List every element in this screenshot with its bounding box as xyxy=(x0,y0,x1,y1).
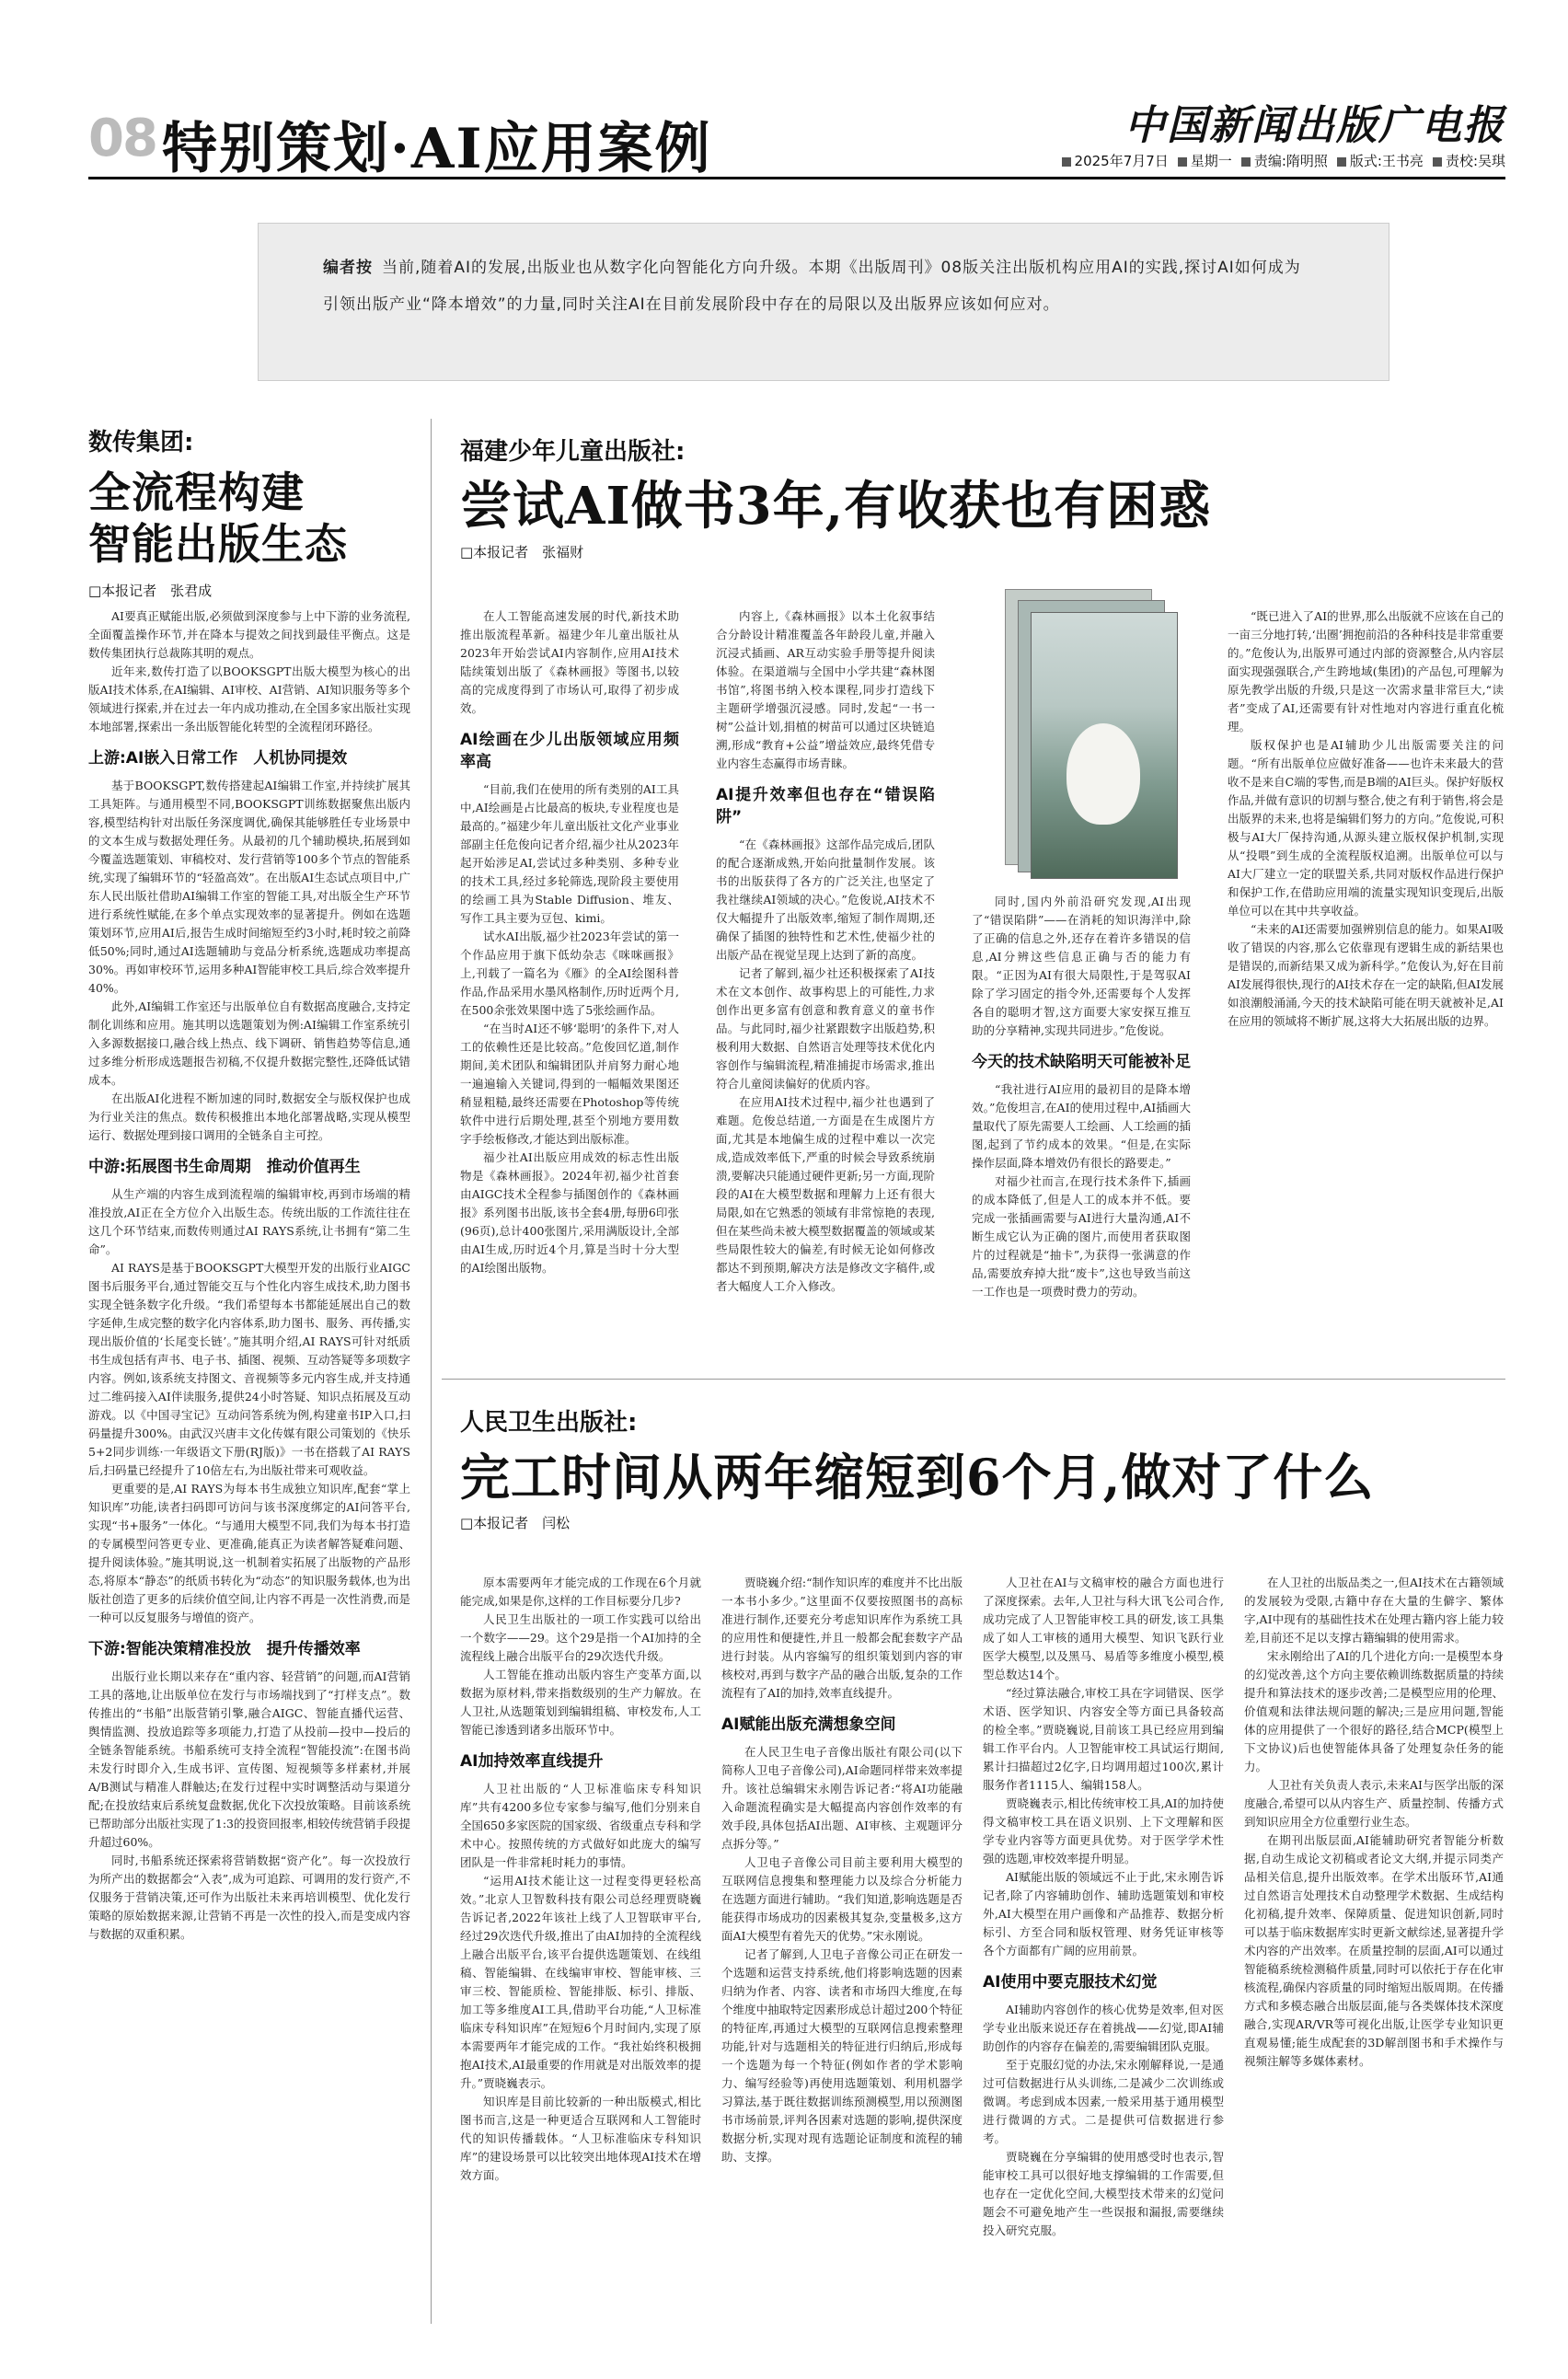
masthead-rule xyxy=(88,177,1505,179)
article2-byline: □本报记者 张福财 xyxy=(460,544,584,560)
article1-subhead: 下游:智能决策精准投放 提升传播效率 xyxy=(88,1640,361,1658)
section-title: 特别策划·AI应用案例 xyxy=(162,117,712,181)
issue-meta xyxy=(1062,151,1505,170)
article1-header xyxy=(88,423,429,600)
square-bullet-icon xyxy=(1433,157,1442,167)
article1-headline: 全流程构建 智能出版生态 xyxy=(88,468,348,569)
article3-col2: 贾晓巍介绍:“制作知识库的难度并不比出版一本书小多少。”这里面不仅要按照图书的高标准进行制作,还要充分考虑知识库作为系统工具的应用性和便捷性,并且一般都会配套数字产品进行封装。从内容编写的组织策划到内容的审核校对,再到与数字产品的融合出版,复杂的工作流程有了AI的加持,效率直线提升。 AI赋能出版充满想象空间 在人民卫生电子音像出版社有限公司(以下简称人卫电子音像公司),AI命题同样带来效率提升。该社总编辑宋永刚告诉记者:“将AI功能融入命题流程确实是大幅提高内容创作效率的有效手段,具体包括AI出题、AI审核、主观题评分点拆分等。” 人卫电子音像公司目前主要利用大模型的互联网信息搜集和整理能力以及综合分析能力在选题方面进行辅助。“我们知道,影响选题是否能获得市场成功的因素极其复杂,变量极多,这方面AI大模型有着先天的优势。”宋永刚说。 记者了解到,人卫电子音像公司正在研发一个选题和运营支持系统,他们将影响选题的因素归纳为作者、内容、读者和市场四大维度,在每个维度中抽取特定因素形成总计超过200个特征的特征库,再通过大模型的互联网信息搜索整理功能,针对与选题相关的特征进行归纳后,形成每一个选题为每一个特征(例如作者的学术影响力、编写经验等)再使用选题策划、利用机器学习算法,基于既往数据训练预测模型,用以预测图书市场前景,评判各因素对选题的影响,提供深度数据分析,实现对现有选题论证制度和流程的辅助、支撑。 xyxy=(721,1576,963,2164)
square-bullet-icon xyxy=(1178,157,1187,167)
issue-weekday: 星期一 xyxy=(1178,151,1232,170)
article3-col3: 人卫社在AI与文稿审校的融合方面也进行了深度探索。去年,人卫社与科大讯飞公司合作,成功完成了人卫智能审校工具的研发,该工具集成了如人工审核的通用大模型、知识飞跃行业医学大模型,以及黑马、易盾等多维度小模型,模型总数达14个。 “经过算法融合,审校工具在字词错误、医学术语、医学知识、内容安全等方面已具备较高的检全率。”贾晓巍说,目前该工具已经应用到编辑工作平台内。人卫智能审校工具试运行期间,累计扫描超过2亿字,日均调用超过100次,累计服务作者1115人、编辑158人。 贾晓巍表示,相比传统审校工具,AI的加持使得文稿审校工具在语义识别、上下文理解和医学专业内容等方面更具优势。对于医学学术性强的选题,审校效率提升明显。 AI赋能出版的领域远不止于此,宋永刚告诉记者,除了内容辅助创作、辅助选题策划和审校外,AI大模型在用户画像和产品推荐、数据分析标引、方至合同和版权管理、财务凭证审核等各个方面都有广阔的应用前景。 AI使用中要克服技术幻觉 AI辅助内容创作的核心优势是效率,但对医学专业出版来说还存在着挑战——幻觉,即AI辅助创作的内容存在偏差的,需要编辑团队克服。 至于克服幻觉的办法,宋永刚解释说,一是通过可信数据进行从头训练,二是减少二次训练或微调。考虑到成本因素,一般采用基于通用模型进行微调的方式。二是提供可信数据进行参考。 贾晓巍在分享编辑的使用感受时也表示,智能审校工具可以很好地支撑编辑的工作需要,但也存在一定优化空间,大模型技术带来的幻觉问题会不可避免地产生一些误报和漏报,需要继续投入研究克服。 xyxy=(983,1576,1224,2237)
article3-subhead: AI使用中要克服技术幻觉 xyxy=(983,1973,1158,1992)
article3-kicker: 人民卫生出版社: xyxy=(460,1409,638,1437)
article3-headline: 完工时间从两年缩短到6个月,做对了什么 xyxy=(460,1448,1375,1507)
masthead xyxy=(88,92,1505,181)
editor-note-label: 编者按 xyxy=(323,259,373,277)
square-bullet-icon xyxy=(1241,157,1251,167)
article3-col4: 在人卫社的出版品类之一,但AI技术在古籍领域的发展较为受限,古籍中存在大量的生僻字、繁体字,AI中现有的基础性技术在处理古籍内容上能力较差,目前还不足以支撑古籍编辑的使用需求。 宋永刚给出了AI的几个进化方向:一是模型本身的幻觉改善,这个方向主要依赖训练数据质量的持续提升和算法技术的逐步改善;二是模型应用的伦理、价值观和法律法规问题的解决;三是应用问题,智能体的应用提供了一个很好的路径,结合MCP(模型上下文协议)后也使智能体具备了处理复杂任务的能力。 人卫社有关负责人表示,未来AI与医学出版的深度融合,希望可以从内容生产、质量控制、传播方式到知识应用全方位重塑行业生态。 在期刊出版层面,AI能辅助研究者智能分析数据,自动生成论文初稿或者论文大纲,并提示同类产品相关信息,提升出版效率。在学术出版环节,AI通过自然语言处理技术自动整理学术数据、生成结构化初稿,提升效率、保障质量、促进知识创新,同时可以基于临床数据库实时更新文献综述,显著提升学术内容的产出效率。在质量控制的层面,AI可以通过智能稿系统检测稿件质量,同时可以依托于存在化审核流程,确保内容质量的同时缩短出版周期。在传播方式和多模态融合出版层面,能与各类媒体技术深度融合,实现AR/VR等可视化出版,让医学专业知识更直观易懂;能生成配套的3D解剖图书和手术操作与视频注解等多媒体素材。 xyxy=(1244,1576,1504,2068)
article2-subhead: AI绘画在少儿出版领域应用频率高 xyxy=(460,731,679,771)
article3-col1: 原本需要两年才能完成的工作现在6个月就能完成,如果是你,这样的工作目标要分几步? 人民卫生出版社的一项工作实践可以给出一个数字——29。这个29是指一个AI加持的全流程线上融合出版平台的29次迭代升级。 人工智能在推动出版内容生产变革方面,以数据为原材料,带来指数级别的生产力解放。在人卫社,从选题策划到编辑组稿、审校发布,人工智能已渗透到诸多出版环节中。 AI加持效率直线提升 人卫社出版的“人卫标准临床专科知识库”共有4200多位专家参与编写,他们分别来自全国650多家医院的国家级、省级重点专科和学术中心。按照传统的方式做好如此庞大的编写团队是一件非常耗时耗力的事情。 “运用AI技术能让这一过程变得更轻松高效。”北京人卫智数科技有限公司总经理贾晓巍告诉记者,2022年该社上线了人卫智联审平台,经过29次迭代升级,推出了由AI加持的全流程线上融合出版平台,该平台提供选题策划、在线组稿、智能编辑、在线编审审校、智能审核、三审三校、智能质检、智能排版、标引、排版、加工等多维度AI工具,借助平台功能,“人卫标准临床专科知识库”在短短6个月时间内,实现了原本需要两年才能完成的工作。“我社始终积极拥抱AI技术,AI最重要的作用就是对出版效率的提升。”贾晓巍表示。 知识库是目前比较新的一种出版模式,相比图书而言,这是一种更适合互联网和人工智能时代的知识传播载体。“人卫标准临床专科知识库”的建设场景可以比较突出地体现AI技术在增效方面。 xyxy=(460,1576,701,2182)
article1-body: AI要真正赋能出版,必须做到深度参与上中下游的业务流程,全面覆盖操作环节,并在降本与提效之间找到最佳平衡点。这是数传集团执行总裁陈其明的观点。 近年来,数传打造了以BOOKSGPT出版大模型为核心的出版AI技术体系,在AI编辑、AI审校、AI营销、AI知识服务等多个领域进行探索,并在过去一年内成功推动,在全国多家出版社实现本地部署,探索出一条出版智能化转型的全流程闭环路径。 上游:AI嵌入日常工作 人机协同提效 基于BOOKSGPT,数传搭建起AI编辑工作室,并持续扩展其工具矩阵。与通用模型不同,BOOKSGPT训练数据聚焦出版内容,模型结构针对出版任务深度调优,确保其能够胜任专业场景中的文本生成与数据处理任务。从最初的几个辅助模块,拓展到如今覆盖选题策划、审稿校对、发行营销等100多个节点的智能系统,实现了编辑环节的“轻盈高效”。在出版AI生态试点项目中,广东人民出版社借助AI编辑工作室的智能工具,对出版全生产环节进行系统性赋能,在多个单点实现效率的显著提升。例如在选题策划环节,应用AI后,报告生成时间缩短至约3小时,耗时较之前降低50%;同时,通过AI选题辅助与竞品分析系统,选题成功率提高30%。再如审校环节,运用多种AI智能审校工具后,综合效率提升40%。 此外,AI编辑工作室还与出版单位自有数据高度融合,支持定制化训练和应用。施其明以选题策划为例:AI编辑工作室系统引入多源数据接口,融合线上热点、线下调研、销售趋势等信息,通过多维分析形成选题报告初稿,不仅提升数据完整性,还降低试错成本。 在出版AI化进程不断加速的同时,数据安全与版权保护也成为行业关注的焦点。数传积极推出本地化部署战略,实现从模型运行、数据处理到接口调用的全链条自主可控。 中游:拓展图书生命周期 推动价值再生 从生产端的内容生成到流程端的编辑审校,再到市场端的精准投放,AI正在全方位介入出版生态。传统出版的工作流往往在这几个环节结束,而数传则通过AI RAYS系统,让书拥有“第二生命”。 AI RAYS是基于BOOKSGPT大模型开发的出版行业AIGC图书后服务平台,通过智能交互与个性化内容生成技术,助力图书实现全链条数字化升级。“我们希望每本书都能延展出自己的数字延伸,生成完整的数字化内容体系,助力图书、服务、再传播,实现出版价值的‘长尾变长链’。”施其明介绍,AI RAYS可针对纸质书生成包括有声书、电子书、插图、视频、互动答疑等多项数字内容。例如,该系统支持图文、音视频等多元内容生成,并支持通过二维码接入AI伴读服务,提供24小时答疑、知识点拓展及互动游戏。以《中国寻宝记》互动问答系统为例,构建童书IP入口,扫码量提升300%。由武汉兴唐丰文化传媒有限公司策划的《快乐5+2同步训练·一年级语文下册(RJ版)》一书在搭载了AI RAYS后,扫码量已经提升了10倍左右,为出版社带来可观收益。 更重要的是,AI RAYS为每本书生成独立知识库,配套“掌上知识库”功能,读者扫码即可访问与该书深度绑定的AI问答平台,实现“书+服务”一体化。“与通用大模型不同,我们为每本书打造的专属模型问答更专业、更准确,能真正为读者解答疑难问题、提升阅读体验。”施其明说,这一机制着实拓展了出版物的产品形态,将原本“静态”的纸质书转化为“动态”的知识服务载体,也为出版社创造了更多的后续价值空间,让内容不再是一次性消费,而是一种可以反复服务与增值的资产。 下游:智能决策精准投放 提升传播效率 出版行业长期以来存在“重内容、轻营销”的问题,而AI营销工具的落地,让出版单位在发行与市场端找到了“打样支点”。数传推出的“书船”出版营销引擎,融合AIGC、智能直播代运营、舆情监测、投放追踪等多项能力,打造了从投前—投中—投后的全链条智能系统。书船系统可支持全流程“智能投流”:在图书尚未发行时即介入,生成书评、宣传图、短视频等多样素材,并展A/B测试与精准人群触达;在发行过程中实时调整活动与渠道分配;在投放结束后系统复盘数据,优化下次投放策略。目前该系统已帮助部分出版社实现了1:3的投资回报率,相较传统营销手段提升超过60%。 同时,书船系统还探索将营销数据“资产化”。每一次投放行为所产出的数据都会“入表”,成为可追踪、可调用的发行资产,不仅服务于营销决策,还可作为出版社未来再培训模型、优化发行策略的原始数据来源,让营销不再是一次性的投入,而是变成内容与数据的双重积累。 xyxy=(88,609,410,1941)
square-bullet-icon xyxy=(1062,157,1071,167)
article-divider xyxy=(442,1379,1505,1380)
editor-note xyxy=(258,223,1389,381)
article1-byline: □本报记者 张君成 xyxy=(88,583,213,599)
issue-proof: 责校:吴琪 xyxy=(1433,151,1505,170)
duck-illustration-icon xyxy=(1066,723,1140,825)
article1-subhead: 上游:AI嵌入日常工作 人机协同提效 xyxy=(88,749,348,768)
article2-subhead: AI提升效率但也存在“错误陷阱” xyxy=(716,786,935,826)
article2-col2: 内容上,《森林画报》以本土化叙事结合分龄设计精准覆盖各年龄段儿童,并融入沉浸式插画、AR互动实验手册等提升阅读体验。在渠道端与全国中小学共建“森林图书馆”,将图书纳入校本课程,同步打造线下主题研学增强沉浸感。同时,发起“一书一树”公益计划,捐植的树苗可以通过区块链追溯,形成“教育+公益”增益效应,最终凭借专业内容生态赢得市场青睐。 AI提升效率但也存在“错误陷阱” “在《森林画报》这部作品完成后,团队的配合逐渐成熟,开始向批量制作发展。该书的出版获得了各方的广泛关注,也坚定了我社继续AI领域的决心。”危俊说,AI技术不仅大幅提升了出版效率,缩短了制作周期,还确保了插图的独特性和艺术性,使福少社的出版产品在视觉呈现上达到了新的高度。 记者了解到,福少社还积极探索了AI技术在文本创作、故事构思上的可能性,力求创作出更多富有创意和教育意义的童书作品。与此同时,福少社紧跟数字出版趋势,积极利用大数据、自然语言处理等技术优化内容创作与编辑流程,精准捕捉市场需求,推出符合儿童阅读偏好的优质内容。 在应用AI技术过程中,福少社也遇到了难题。危俊总结道,一方面是在生成图片方面,尤其是本地偏生成的过程中难以一次完成,造成效率低下,严重的时候会导致系统崩溃,要解决只能通过硬件更新;另一方面,现阶段的AI在大模型数据和理解力上还有很大局限,如在它熟悉的领域有非常惊艳的表现,但在某些尚未被大模型数据覆盖的领域或某些局限性较大的偏差,有时候无论如何修改都达不到预期,解决方法是修改文字稿件,或者大幅度人工介入修改。 xyxy=(716,609,935,1293)
article2-col3: 同时,国内外前沿研究发现,AI出现了“错误陷阱”——在消耗的知识海洋中,除了正确的信息之外,还存在着许多错误的信息,AI分辨这些信息正确与否的能力有限。“正因为AI有很大局限性,于是驾驭AI除了学习固定的指令外,还需要每个人发挥各自的聪明才智,这方面要大家安探互推互助的分享精神,实现共同进步。”危俊说。 今天的技术缺陷明天可能被补足 “我社进行AI应用的最初目的是降本增效。”危俊坦言,在AI的使用过程中,AI插画大量取代了原先需要人工绘画、人工绘画的插图,起到了节约成本的效果。“但是,在实际操作层面,降本增效仍有很长的路要走。” 对福少社而言,在现行技术条件下,插画的成本降低了,但是人工的成本并不低。要完成一张插画需要与AI进行大量沟通,AI不断生成它认为正确的图片,而使用者获取图片的过程就是“抽卡”,为获得一张满意的作品,需要放弃掉大批“废卡”,这也导致当前这一工作也是一项费时费力的劳动。 xyxy=(972,895,1191,1299)
newspaper-logo: 中国新闻出版广电报 xyxy=(1124,102,1505,149)
article3-subhead: AI赋能出版充满想象空间 xyxy=(721,1715,896,1734)
issue-editor: 责编:隋明照 xyxy=(1241,151,1328,170)
square-bullet-icon xyxy=(1337,157,1346,167)
article2-col4: “既已进入了AI的世界,那么出版就不应该在自己的一亩三分地打转,‘出圈’拥抱前沿的各种科技是非常重要的。”危俊认为,出版界可通过内部的资源整合,从内容层面实现强强联合,产生跨地域(集团)的产品包,可理解为原先教学出版的升级,只是这一次需求量非常巨大,“读者”变成了AI,还需要有针对性地对内容进行重直化梳理。 版权保护也是AI辅助少儿出版需要关注的问题。“所有出版单位应做好准备——也许未来最大的营收不是来自C端的零售,而是B端的AI巨头。保护好版权作品,并做有意识的切割与整合,使之有利于销售,将会是出版界的未来,也将是编辑们努力的方向。”危俊说,可积极与AI大厂保持沟通,从源头建立版权保护机制,实现从“投喂”到生成的全流程版权追溯。出版单位可以与AI大厂建立一定的联盟关系,共同对版权作品进行保护和保护工作,在借助应用端的流量实现知识变现后,出版单位可以在其中共享收益。 “未来的AI还需要加强辨别信息的能力。如果AI吸收了错误的内容,那么它依靠现有逻辑生成的新结果也是错误的,而新结果又成为新科学。”危俊认为,好在目前AI发展得很快,现行的AI技术存在一定的缺陷,但AI发展如浪潮般涌涌,今天的技术缺陷可能在明天就被补足,AI在应用的领域将不断扩展,这将大大拓展出版的边界。 xyxy=(1228,609,1504,1028)
article3-subhead: AI加持效率直线提升 xyxy=(460,1752,604,1771)
issue-date: 2025年7月7日 xyxy=(1062,151,1169,170)
book-cover-image xyxy=(1031,612,1178,879)
article2-subhead: 今天的技术缺陷明天可能被补足 xyxy=(972,1053,1191,1071)
editor-note-text: 编者按 当前,随着AI的发展,出版业也从数字化向智能化方向升级。本期《出版周刊》08版关注出版机构应用AI的实践,探讨AI如何成为引领出版产业“降本增效”的力量,同时关注AI在目前发展阶段中存在的局限以及出版界应该如何应对。 xyxy=(323,259,1301,314)
column-divider xyxy=(431,419,432,2324)
article2-col1: 在人工智能高速发展的时代,新技术助推出版流程革新。福建少年儿童出版社从2023年开始尝试AI内容制作,应用AI技术陆续策划出版了《森林画报》等图书,以较高的完成度得到了市场认可,取得了初步成效。 AI绘画在少儿出版领域应用频率高 “目前,我们在使用的所有类别的AI工具中,AI绘画是占比最高的板块,专业程度也是最高的。”福建少年儿童出版社文化产业事业部副主任危俊向记者介绍,福少社从2023年起开始涉足AI,尝试过多种类别、多种专业的技术工具,经过多轮筛选,现阶段主要使用的绘画工具为Stable Diffusion、堆友、写作工具主要为豆包、kimi。 试水AI出版,福少社2023年尝试的第一个作品应用于旗下低幼杂志《咪咪画报》上,刊载了一篇名为《雁》的全AI绘图科普作品,作品采用水墨风格制作,历时近两个月,在500余张效果图中选了5张绘画作品。 “在当时AI还不够‘聪明’的条件下,对人工的依赖性还是比较高。”危俊回忆道,制作期间,美术团队和编辑团队并肩努力耐心地一遍遍输入关键词,得到的一幅幅效果图还稍显粗糙,最终还需要在Photoshop等传统软件中进行后期处理,甚至个别地方要用数字手绘板修改,才能达到出版标准。 福少社AI出版应用成效的标志性出版物是《森林画报》。2024年初,福少社首套由AIGC技术全程参与插图创作的《森林画报》系列图书出版,该书全套4册,每册6印张(96页),总计400张图片,采用满版设计,全部由AI生成,历时近4个月,算是当时十分大型的AI绘图出版物。 xyxy=(460,609,679,1275)
article3-header xyxy=(460,1403,1509,1532)
page-number: 08 xyxy=(88,109,156,168)
article2-header xyxy=(460,433,1509,561)
article2-kicker: 福建少年儿童出版社: xyxy=(460,438,686,466)
article2-headline: 尝试AI做书3年,有收获也有困惑 xyxy=(460,476,1212,537)
article1-subhead: 中游:拓展图书生命周期 推动价值再生 xyxy=(88,1158,361,1176)
article3-byline: □本报记者 闫松 xyxy=(460,1515,571,1531)
article1-kicker: 数传集团: xyxy=(88,429,194,456)
issue-designer: 版式:王书亮 xyxy=(1337,151,1424,170)
